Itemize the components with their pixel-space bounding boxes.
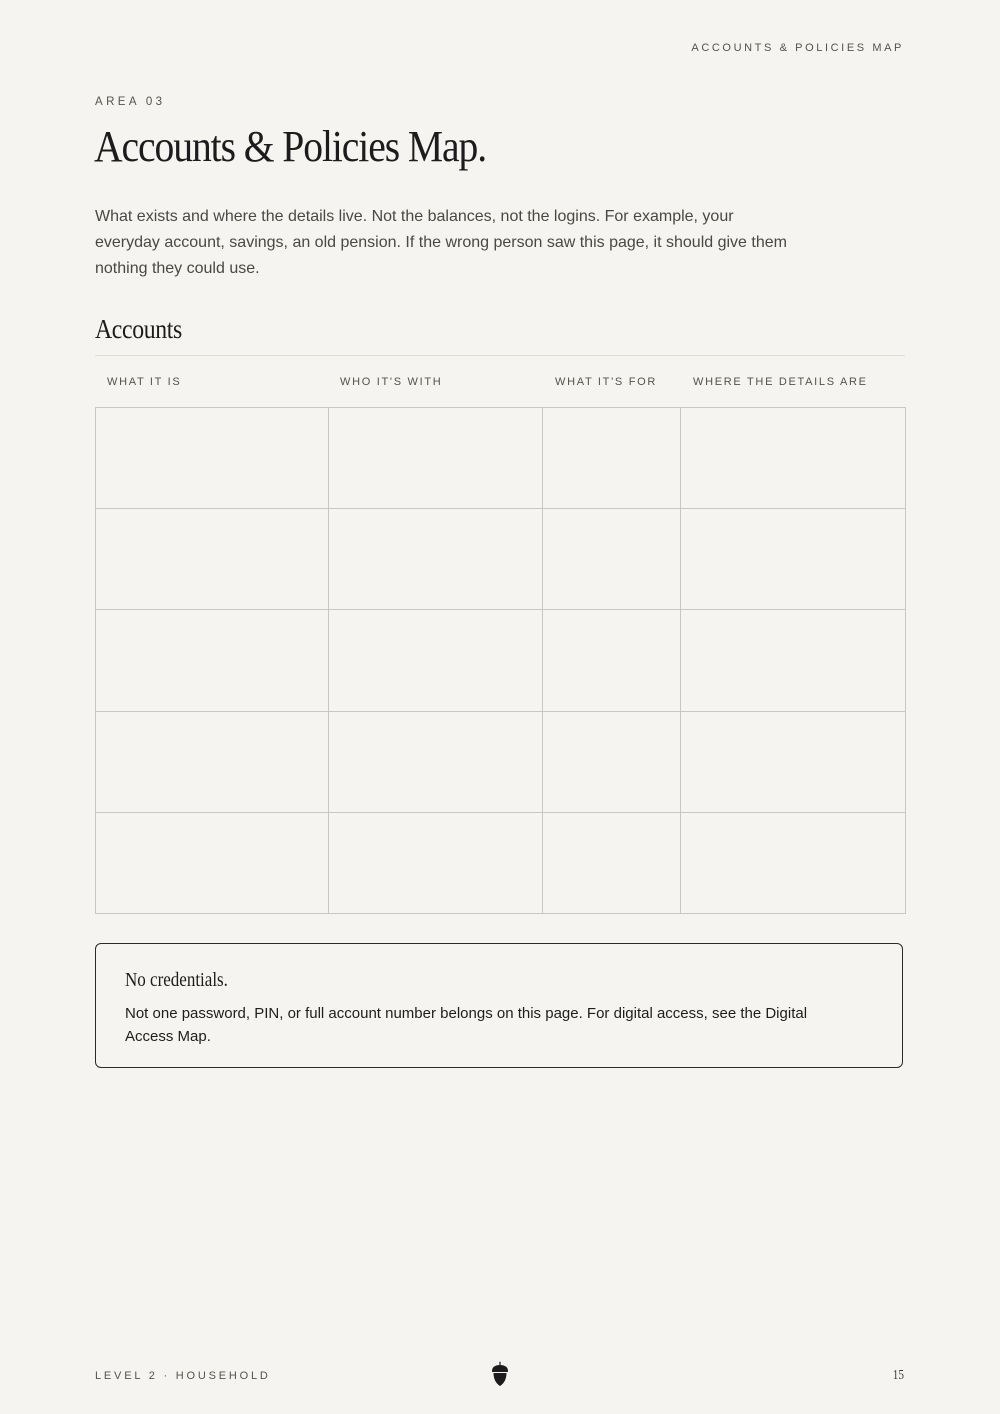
column-header-what-its-for: WHAT IT'S FOR bbox=[555, 376, 658, 388]
table-cell-who-its-with[interactable] bbox=[329, 610, 543, 711]
accounts-section-title: Accounts bbox=[95, 314, 182, 344]
column-header-what-it-is: WHAT IT IS bbox=[107, 376, 182, 388]
table-row bbox=[96, 509, 906, 610]
acorn-icon bbox=[489, 1361, 511, 1387]
area-label: AREA 03 bbox=[95, 96, 166, 108]
table-cell-where-details-are[interactable] bbox=[681, 812, 906, 913]
table-row bbox=[96, 711, 906, 812]
table-cell-who-its-with[interactable] bbox=[329, 509, 543, 610]
column-header-who-its-with: WHO IT'S WITH bbox=[340, 376, 443, 388]
table-cell-what-its-for[interactable] bbox=[543, 408, 681, 509]
page-title: Accounts & Policies Map. bbox=[94, 122, 487, 171]
table-cell-what-it-is[interactable] bbox=[96, 711, 329, 812]
section-divider bbox=[95, 355, 905, 356]
running-header: ACCOUNTS & POLICIES MAP bbox=[691, 42, 904, 54]
accounts-table bbox=[95, 407, 906, 914]
page-number: 15 bbox=[892, 1368, 904, 1383]
table-row bbox=[96, 408, 906, 509]
table-row bbox=[96, 812, 906, 913]
footer-level-label: LEVEL 2 · HOUSEHOLD bbox=[95, 1370, 271, 1382]
intro-paragraph: What exists and where the details live. Not the balances, not the logins. For example, your everyday account, savings, an old pension. If the wrong person saw this page, it should give them nothing they could use. bbox=[95, 208, 787, 277]
table-cell-who-its-with[interactable] bbox=[329, 408, 543, 509]
table-cell-where-details-are[interactable] bbox=[681, 509, 906, 610]
table-cell-what-its-for[interactable] bbox=[543, 711, 681, 812]
table-cell-what-it-is[interactable] bbox=[96, 509, 329, 610]
table-cell-what-its-for[interactable] bbox=[543, 610, 681, 711]
table-cell-what-it-is[interactable] bbox=[96, 812, 329, 913]
table-cell-who-its-with[interactable] bbox=[329, 711, 543, 812]
callout-body: Not one password, PIN, or full account number belongs on this page. For digital access, see the Digital Access Map. bbox=[125, 1005, 808, 1045]
table-cell-who-its-with[interactable] bbox=[329, 812, 543, 913]
callout-title: No credentials. bbox=[125, 969, 228, 991]
table-cell-what-its-for[interactable] bbox=[543, 509, 681, 610]
table-cell-what-its-for[interactable] bbox=[543, 812, 681, 913]
table-row bbox=[96, 610, 906, 711]
table-cell-where-details-are[interactable] bbox=[681, 408, 906, 509]
table-cell-where-details-are[interactable] bbox=[681, 610, 906, 711]
table-cell-where-details-are[interactable] bbox=[681, 711, 906, 812]
column-header-where-details-are: WHERE THE DETAILS ARE bbox=[693, 376, 868, 388]
no-credentials-callout bbox=[95, 943, 903, 1068]
table-cell-what-it-is[interactable] bbox=[96, 610, 329, 711]
table-cell-what-it-is[interactable] bbox=[96, 408, 329, 509]
